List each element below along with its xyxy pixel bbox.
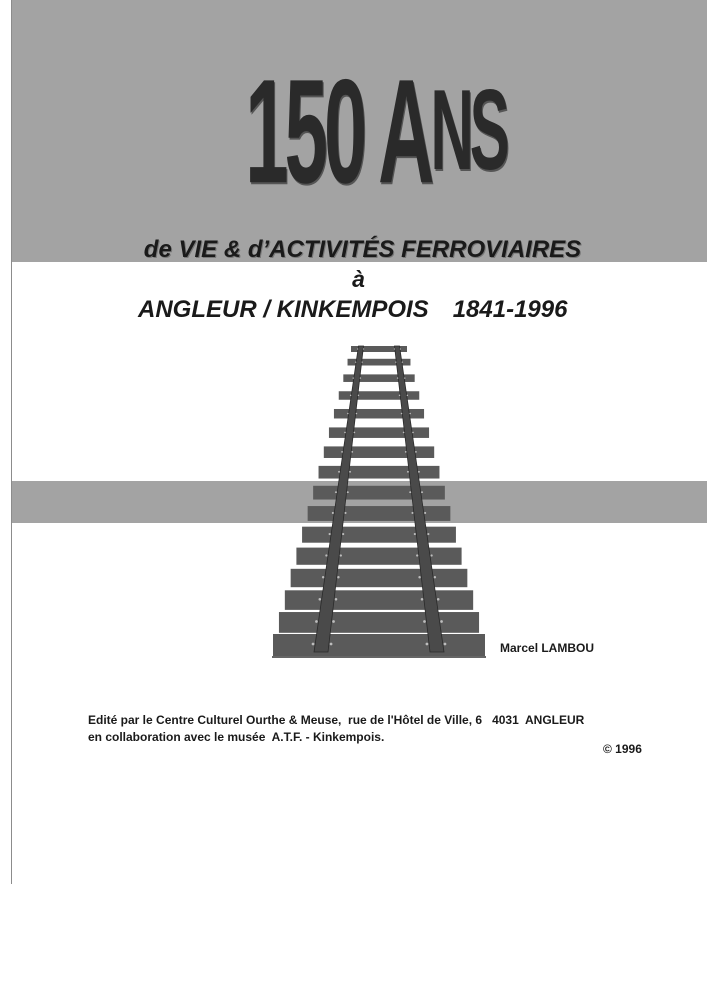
track-sleeper bbox=[285, 590, 473, 610]
rail-bolt bbox=[332, 620, 335, 623]
rail-bolt bbox=[426, 643, 429, 646]
rail-bolt bbox=[322, 576, 324, 578]
railway-track-icon bbox=[268, 340, 490, 662]
rail-bolt bbox=[401, 413, 403, 415]
rail-bolt bbox=[409, 413, 411, 415]
rail-bolt bbox=[319, 598, 322, 601]
rail-bolt bbox=[418, 471, 420, 473]
rail-bolt bbox=[325, 554, 327, 556]
page-edge-line bbox=[11, 0, 12, 884]
rail-bolt bbox=[430, 554, 432, 556]
rail-bolt bbox=[350, 395, 351, 396]
rail-bolt bbox=[421, 598, 424, 601]
track-sleeper bbox=[279, 612, 479, 633]
rail-bolt bbox=[347, 413, 349, 415]
main-title-text: 150 A bbox=[245, 47, 431, 215]
copyright-notice: © 1996 bbox=[603, 742, 642, 756]
rail-bolt bbox=[403, 432, 405, 434]
rail-bolt bbox=[356, 413, 358, 415]
rail-bolt bbox=[412, 432, 414, 434]
rail-bolt bbox=[400, 348, 401, 349]
rail-bolt bbox=[353, 377, 354, 378]
author-name: Marcel LAMBOU bbox=[500, 641, 595, 655]
subtitle-line-2: à bbox=[352, 266, 365, 292]
rail-bolt bbox=[312, 643, 315, 646]
rail-bolt bbox=[363, 348, 364, 349]
subtitle-place: ANGLEUR / KINKEMPOIS bbox=[138, 296, 429, 323]
rail-bolt bbox=[411, 512, 413, 514]
rail-bolt bbox=[423, 620, 426, 623]
rail-bolt bbox=[329, 533, 331, 535]
rail-bolt bbox=[434, 576, 436, 578]
track-sleeper bbox=[329, 427, 429, 438]
rail-bolt bbox=[355, 361, 356, 362]
track-sleeper bbox=[313, 486, 445, 500]
track-sleeper bbox=[291, 569, 468, 587]
rail-bolt bbox=[358, 395, 359, 396]
rail-bolt bbox=[402, 361, 403, 362]
rail-bolt bbox=[347, 491, 349, 493]
publisher-line-1: Edité par le Centre Culturel Ourthe & Meuse, rue de l'Hôtel de Ville, 6 4031 ANGLEUR bbox=[88, 713, 585, 727]
rail-bolt bbox=[444, 643, 447, 646]
subtitle-line-3 bbox=[138, 296, 618, 324]
rail-bolt bbox=[335, 598, 338, 601]
publisher-line-2: en collaboration avec le musée A.T.F. - Kinkempois. bbox=[88, 730, 385, 744]
rail-bolt bbox=[338, 471, 340, 473]
rail-bolt bbox=[341, 451, 343, 453]
rail-bolt bbox=[416, 554, 418, 556]
rail-bolt bbox=[340, 554, 342, 556]
track-sleeper bbox=[296, 548, 461, 565]
rail-bolt bbox=[421, 491, 423, 493]
rail-bolt bbox=[354, 432, 356, 434]
main-title-tail: NS bbox=[430, 66, 506, 194]
rail-bolt bbox=[397, 377, 398, 378]
rail-bolt bbox=[440, 620, 443, 623]
rail-bolt bbox=[424, 512, 426, 514]
rail-bolt bbox=[418, 576, 420, 578]
rail-bolt bbox=[409, 491, 411, 493]
track-sleeper bbox=[324, 446, 434, 458]
rail-bolt bbox=[414, 533, 416, 535]
rail-bolt bbox=[362, 361, 363, 362]
track-sleeper bbox=[308, 506, 451, 521]
rail-bolt bbox=[344, 512, 346, 514]
subtitle-line-1: de VIE & d’ACTIVITÉS FERROVIAIRES bbox=[143, 236, 582, 263]
rail-bolt bbox=[315, 620, 318, 623]
rail-bolt bbox=[337, 576, 339, 578]
rail-bolt bbox=[437, 598, 440, 601]
rail-bolt bbox=[405, 451, 407, 453]
rail-bolt bbox=[335, 491, 337, 493]
track-sleeper bbox=[319, 466, 440, 479]
rail-bolt bbox=[399, 395, 400, 396]
rail-bolt bbox=[349, 471, 351, 473]
rail-bolt bbox=[407, 471, 409, 473]
subtitle-years: 1841-1996 bbox=[452, 296, 568, 323]
track-sleepers bbox=[273, 346, 485, 656]
rail-bolt bbox=[427, 533, 429, 535]
rail-bolt bbox=[395, 361, 396, 362]
rail-bolt bbox=[332, 512, 334, 514]
rail-bolt bbox=[330, 643, 333, 646]
track-sleeper bbox=[273, 634, 485, 656]
rail-bolt bbox=[407, 395, 408, 396]
rail-bolt bbox=[394, 348, 395, 349]
rail-bolt bbox=[415, 451, 417, 453]
rail-bolt bbox=[351, 451, 353, 453]
rail-bolt bbox=[357, 348, 358, 349]
rail-bolt bbox=[344, 432, 346, 434]
rail-bolt bbox=[360, 377, 361, 378]
publisher-block bbox=[88, 712, 584, 746]
rail-bolt bbox=[404, 377, 405, 378]
track-sleeper bbox=[302, 527, 456, 543]
rail-bolt bbox=[342, 533, 344, 535]
